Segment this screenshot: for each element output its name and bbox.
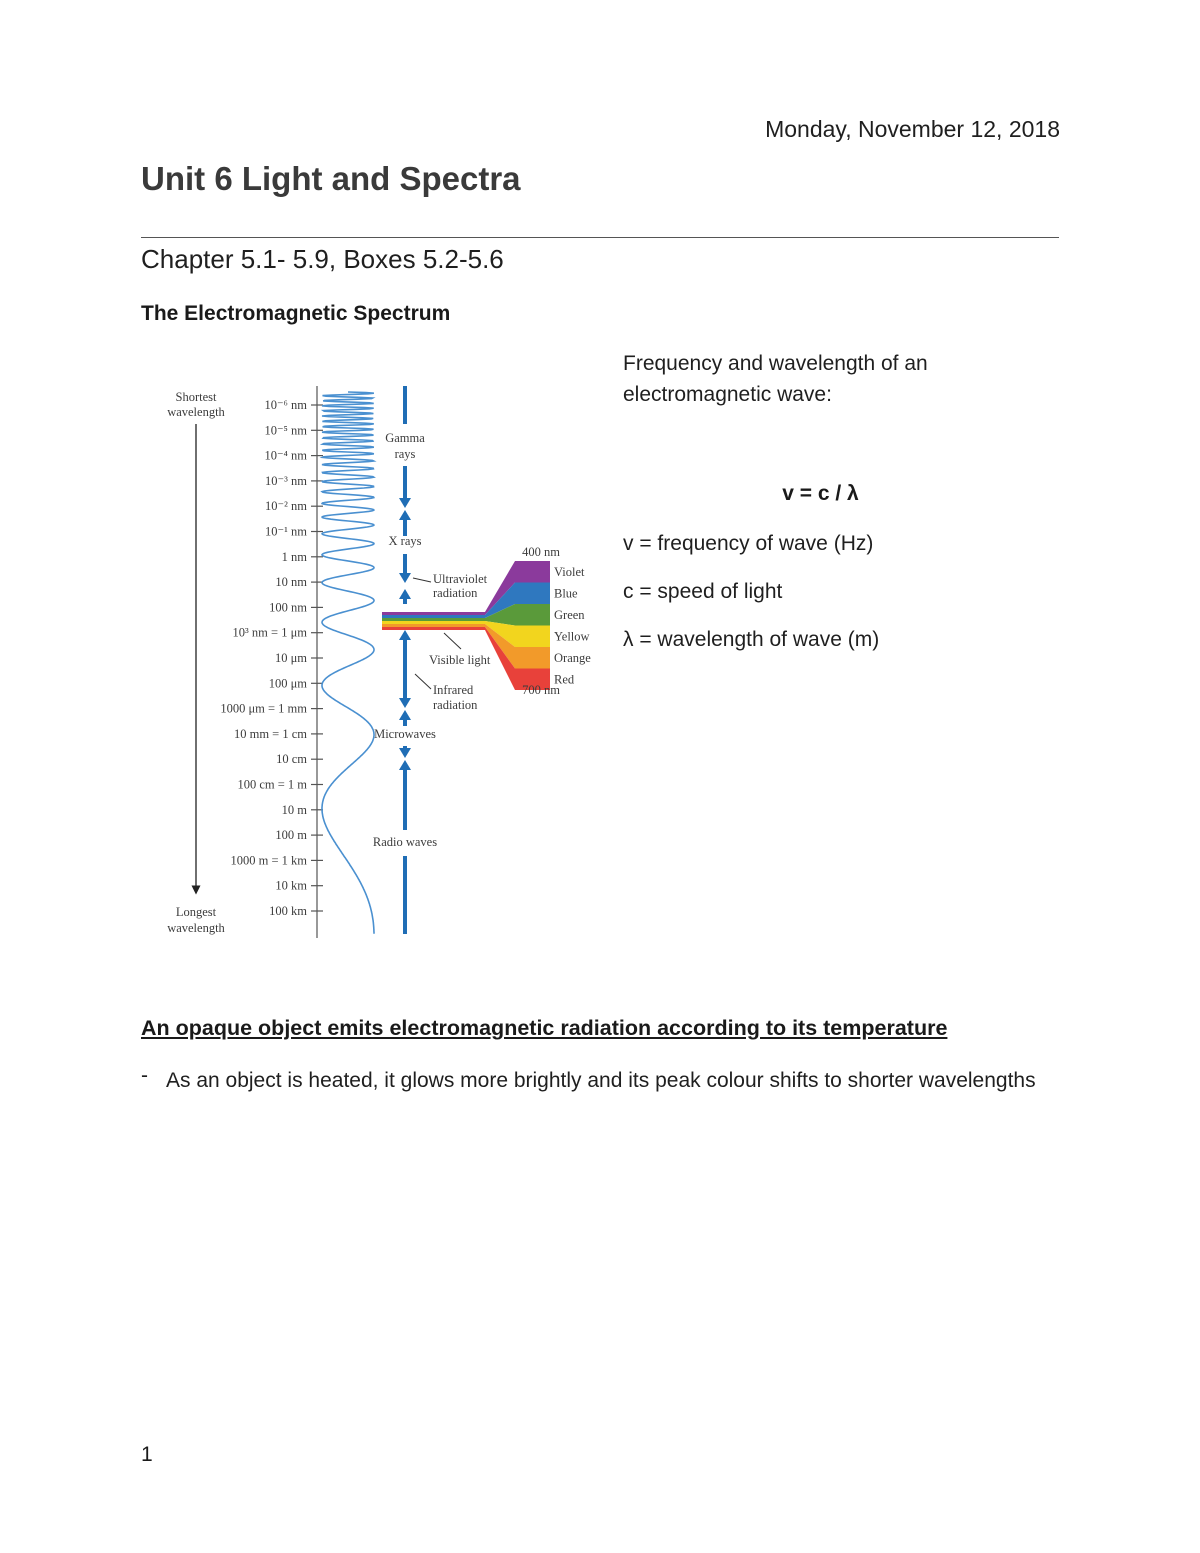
band-arrow-head [399, 498, 411, 508]
title-divider [141, 237, 1059, 238]
opaque-object-heading: An opaque object emits electromagnetic radiation according to its temperature [141, 1016, 948, 1040]
longest-label-1: Longest [175, 905, 217, 919]
ir-label-2: radiation [433, 698, 478, 712]
date-header: Monday, November 12, 2018 [765, 116, 1060, 142]
scale-tick-label: 100 nm [269, 600, 307, 615]
visible-label: Visible light [429, 653, 491, 667]
band-arrow-head [399, 760, 411, 770]
visible-color-label: Red [554, 672, 575, 687]
uv-leader [413, 578, 431, 582]
band-arrow-head [399, 510, 411, 520]
band-arrow-head [399, 710, 411, 720]
ir-leader [415, 674, 431, 689]
page-number: 1 [141, 1443, 153, 1466]
radio-label: Radio waves [372, 835, 438, 849]
scale-tick-label: 100 μm [268, 676, 307, 691]
scale-tick-label: 10⁻⁵ nm [264, 423, 307, 438]
scale-tick-label: 10⁻² nm [265, 499, 307, 514]
chapter-subtitle: Chapter 5.1- 5.9, Boxes 5.2-5.6 [141, 244, 504, 274]
shortest-label-1: Shortest [175, 390, 217, 404]
longest-label-2: wavelength [167, 921, 225, 935]
formula-intro-2: electromagnetic wave: [623, 383, 832, 406]
formula-intro-1: Frequency and wavelength of an [623, 352, 928, 375]
scale-tick-label: 10 μm [274, 651, 307, 665]
scale-tick-label: 100 cm = 1 m [237, 777, 307, 792]
scale-tick-label: 10 mm = 1 cm [233, 726, 307, 741]
visible-color-label: Orange [554, 651, 591, 665]
label-700nm: 700 nm [522, 683, 560, 697]
microwave-label: Microwaves [374, 727, 436, 741]
band-arrows [399, 386, 411, 934]
band-arrow-head [399, 630, 411, 640]
ir-label-1: Infrared [433, 683, 474, 697]
band-arrow-head [399, 589, 411, 599]
band-arrow-head [399, 573, 411, 583]
definition-speed: c = speed of light [623, 580, 783, 603]
label-400nm: 400 nm [522, 545, 560, 559]
scale-tick-label: 10⁻⁴ nm [264, 448, 307, 463]
uv-label-1: Ultraviolet [433, 572, 488, 586]
xray-label: X rays [388, 534, 422, 548]
scale-tick-label: 10 nm [275, 575, 307, 590]
scale-tick-label: 10 m [281, 802, 307, 817]
visible-color-label: Green [554, 608, 585, 622]
scale-tick-label: 1000 μm = 1 mm [220, 701, 307, 716]
shortest-label-2: wavelength [167, 405, 225, 419]
scale-tick-label: 100 km [269, 904, 307, 918]
scale-tick-label: 1 nm [281, 549, 307, 564]
definition-wavelength: λ = wavelength of wave (m) [623, 628, 880, 651]
wave-formula: v = c / λ [782, 482, 859, 505]
band-arrow-head [399, 698, 411, 708]
scale-tick-label: 10³ nm = 1 μm [232, 625, 307, 640]
scale-tick-label: 100 m [275, 828, 307, 843]
scale-tick-label: 1000 m = 1 km [230, 853, 307, 868]
visible-color-label: Violet [554, 565, 585, 579]
band-arrow-head [399, 748, 411, 758]
visible-color-label: Yellow [554, 629, 590, 644]
visible-color-label: Blue [554, 586, 578, 601]
uv-label-2: radiation [433, 586, 478, 600]
scale-tick-label: 10⁻⁶ nm [264, 398, 307, 412]
scale-tick-label: 10⁻³ nm [265, 473, 307, 488]
definition-frequency: v = frequency of wave (Hz) [623, 532, 874, 555]
bullet-dash: - [141, 1064, 148, 1087]
page-title: Unit 6 Light and Spectra [141, 160, 521, 197]
em-spectrum-figure [150, 378, 610, 948]
gamma-label-2: rays [394, 447, 416, 461]
bullet-text: As an object is heated, it glows more brightly and its peak colour shifts to shorter wavelengths [166, 1069, 1036, 1092]
gamma-label-1: Gamma [385, 431, 425, 445]
em-wave [322, 392, 374, 934]
scale-tick-label: 10⁻¹ nm [265, 524, 307, 539]
scale-tick-label: 10 cm [276, 752, 307, 767]
visible-leader [444, 633, 461, 649]
scale-tick-label: 10 km [275, 878, 307, 893]
section-heading: The Electromagnetic Spectrum [141, 302, 451, 325]
